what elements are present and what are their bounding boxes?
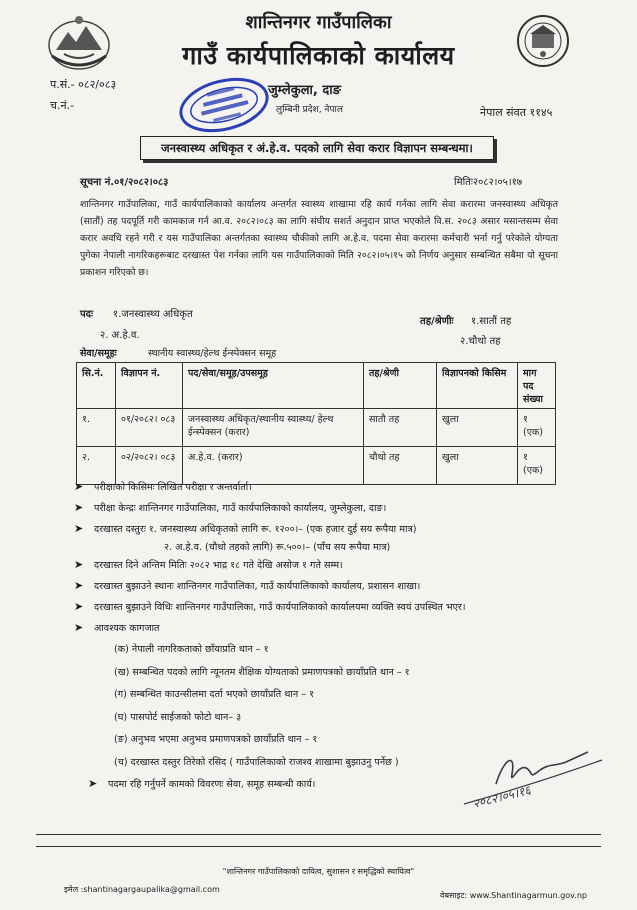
arrow-bullet-icon: ➤ [74,621,84,634]
list-item [74,540,574,558]
officer-signature [456,744,606,814]
arrow-bullet-icon: ➤ [74,600,84,613]
footer-email: इमेल :shantinagargaupalika@gmail.com [64,885,220,894]
signature-date: २०८२।०५।१६ [471,783,533,811]
doc-kha: (ख) सम्बन्धित पदको लागि न्यूनतम शैक्षिक योग्यताको प्रमाणपत्रको छायाँप्रति थान – १ [114,666,410,678]
doc-gha: (घ) पासपोर्ट साईजको फोटो थान– ३ [114,711,242,723]
docs-title: आवश्यक कागजात [94,623,160,634]
vacancy-table [76,362,556,485]
fee-one: दरखास्त दस्तुरः १. जनस्वास्थ्य अधिकृतको लागि रू. १२००।– (एक हजार दुई सय रूपैया मात्र) [94,524,417,535]
fee-two: २. अ.हे.व. (चौथो तहको लागि) रू.५००।– (पाँच सय रूपैया मात्र) [164,542,391,553]
footer-divider-top [36,834,601,835]
doc-ga: (ग) सम्बन्धित काउन्सीलमा दर्ता भएको छायाँप्रति थान – १ [114,689,315,700]
municipality-name: शान्तिनगर गाउँपालिका [245,12,392,33]
notice-number: सूचना नं.०१/२०८२।०८३ [80,177,169,188]
col-header-ad-type: विज्ञापनको किसिम [437,363,518,409]
dispatch-number: च.नं.- [50,99,75,112]
grade-two: २.चौथो तह [460,336,501,347]
list-item [74,600,574,621]
col-header-ad-number: विज्ञापन नं. [116,363,183,409]
table-row [77,409,556,447]
arrow-bullet-icon: ➤ [74,501,84,514]
cell-ad-number: ०१/२०८२। ०८३ [116,409,183,447]
doc-nga: (ङ) अनुभव भएमा अनुभव प्रमाणपत्रको छायाँप्रति थान – १ [114,734,318,745]
submit-method: दरखास्त बुझाउने विधिः शान्तिनगर गाउँपालिका, गाउँ कार्यपालिकाको कार्यालयमा व्यक्ति स्वयं उपस्थित भएर। [94,602,466,613]
notice-body: शान्तिनगर गाउँपालिका, गाउँ कार्यपालिकाको कार्यालय अन्तर्गत स्वास्थ्य शाखामा रहि कार्य गर्नका लागि सेवा करारमा जनस्वास्थ्य अधिकृत (सातौं) तह पदपूर्ति गरी कामकाज गर्न आ.व. २०८२।०८३ का लागि संघीय सशर्त अनुदान प्राप्त भएकोले वि.स. २०८३ असार मसान्तसम्म सेवा करार अवधि रहने गरी र यस गाउँपालिका अन्तर्गतका स्वास्थ्य चौकीको लागि अ.हे.व. पदमा सेवा करारमा कर्मचारी भर्ना गर्नु परेकोले योग्यता पुगेका नेपाली नागरिकहरूबाट दरखास्त पेश गर्नका लागि यस गाउँपालिकाको मिति २०८२।०५।१५ को निर्णय अनुसार सम्बन्धित सबैमा यो सूचना प्रकाशन गरिएको छ। [80,199,558,278]
list-item [74,579,574,600]
list-item [74,522,574,540]
exam-center: परीक्षा केन्द्रः शान्तिनगर गाउँपालिका, गाउँ कार्यपालिकाको कार्यालय, जुम्लेकुला, दाङ। [94,503,387,514]
cell-serial: १. [77,409,116,447]
doc-cha: (च) दरखास्त दस्तुर तिरेको रसिद ( गाउँपालिकाको राजश्व शाखामा बुझाउनु पर्नेछ ) [114,756,399,768]
cell-ad-number: ०२/२०८२। ०८३ [116,447,183,485]
arrow-bullet-icon: ➤ [74,522,84,535]
footer-motto: "शान्तिनगर गाउँपालिकाको दायित्व, सुशासन र समृद्धिको स्थायित्व" [222,867,415,876]
service-group-label: सेवा/समूहः [80,348,117,359]
arrow-bullet-icon: ➤ [74,480,84,493]
reference-number: प.सं.- ०८२/०८३ [50,78,117,91]
arrow-bullet-icon: ➤ [74,558,84,571]
exam-type: परीक्षाको किसिमः लिखित परीक्षा र अन्तर्वार्ता। [94,482,252,493]
table-row [77,447,556,485]
office-location: जुम्लेकुला, दाङ [268,83,341,98]
col-header-serial: सि.नं. [77,363,116,409]
footer-website: वेबसाइट: www.Shantinagarmun.gov.np [440,891,587,900]
cell-post: जनस्वास्थ्य अधिकृत/स्थानीय स्वास्थ्य/ हेल्थ ईन्स्पेक्सन (करार) [183,409,364,447]
grade-label: तह/श्रेणीः [420,316,454,327]
grade-one: १.सातौं तह [471,316,512,327]
deadline: दरखास्त दिने अन्तिम मितिः २०८२ भाद्र १८ गते देखि असोज १ गते सम्म। [94,560,343,571]
nepal-samvat-year: नेपाल संवत ११४५ [480,106,553,119]
col-header-post: पद/सेवा/समूह/उपसमूह [183,363,364,409]
post-two: २. अ.हे.व. [100,330,140,341]
cell-ad-type: खुला [437,447,518,485]
office-stamp [176,74,272,136]
cell-grade: चौथो तह [364,447,437,485]
service-group-value: स्थानीय स्वास्थ्य/हेल्थ ईन्स्पेक्सन समूह [148,348,277,359]
cell-post-count: १ (एक) [518,409,556,447]
cell-ad-type: खुला [437,409,518,447]
col-header-grade: तह/श्रेणी [364,363,437,409]
table-header-row [77,363,556,409]
cell-post-count: १ (एक) [518,447,556,485]
submit-place: दरखास्त बुझाउने स्थानः शान्तिनगर गाउँपालिका, गाउँ कार्यपालिकाको कार्यालय, प्रशासन शाखा। [94,581,421,592]
list-item [74,501,574,522]
post-one: १.जनस्वास्थ्य अधिकृत [113,309,193,320]
arrow-bullet-icon: ➤ [88,777,98,790]
cell-serial: २. [77,447,116,485]
office-name: गाउँ कार्यपालिकाको कार्यालय [182,41,455,70]
province-name: लुम्बिनी प्रदेश, नेपाल [276,105,343,115]
col-header-post-count: माग पद संख्या [518,363,556,409]
cell-grade: सातौ तह [364,409,437,447]
posts-label: पदः [80,309,94,320]
list-item [74,558,574,579]
list-item [74,621,574,642]
doc-ka: (क) नेपाली नागरिकताको छाँयाप्रति थान – १ [114,644,269,655]
subject-box: जनस्वास्थ्य अधिकृत र अं.हे.व. पदको लागि सेवा करार विज्ञापन सम्बन्धमा। [140,136,494,160]
footer-divider-bottom [36,846,601,847]
list-item [74,480,574,501]
arrow-bullet-icon: ➤ [74,579,84,592]
cell-post: अ.हे.व. (करार) [183,447,364,485]
job-details: पदमा रहि गर्नुपर्ने कामको विवरणः सेवा, समूह सम्बन्धी कार्य। [108,779,316,790]
notice-date: मितिः२०८२।०५।१७ [454,177,523,188]
